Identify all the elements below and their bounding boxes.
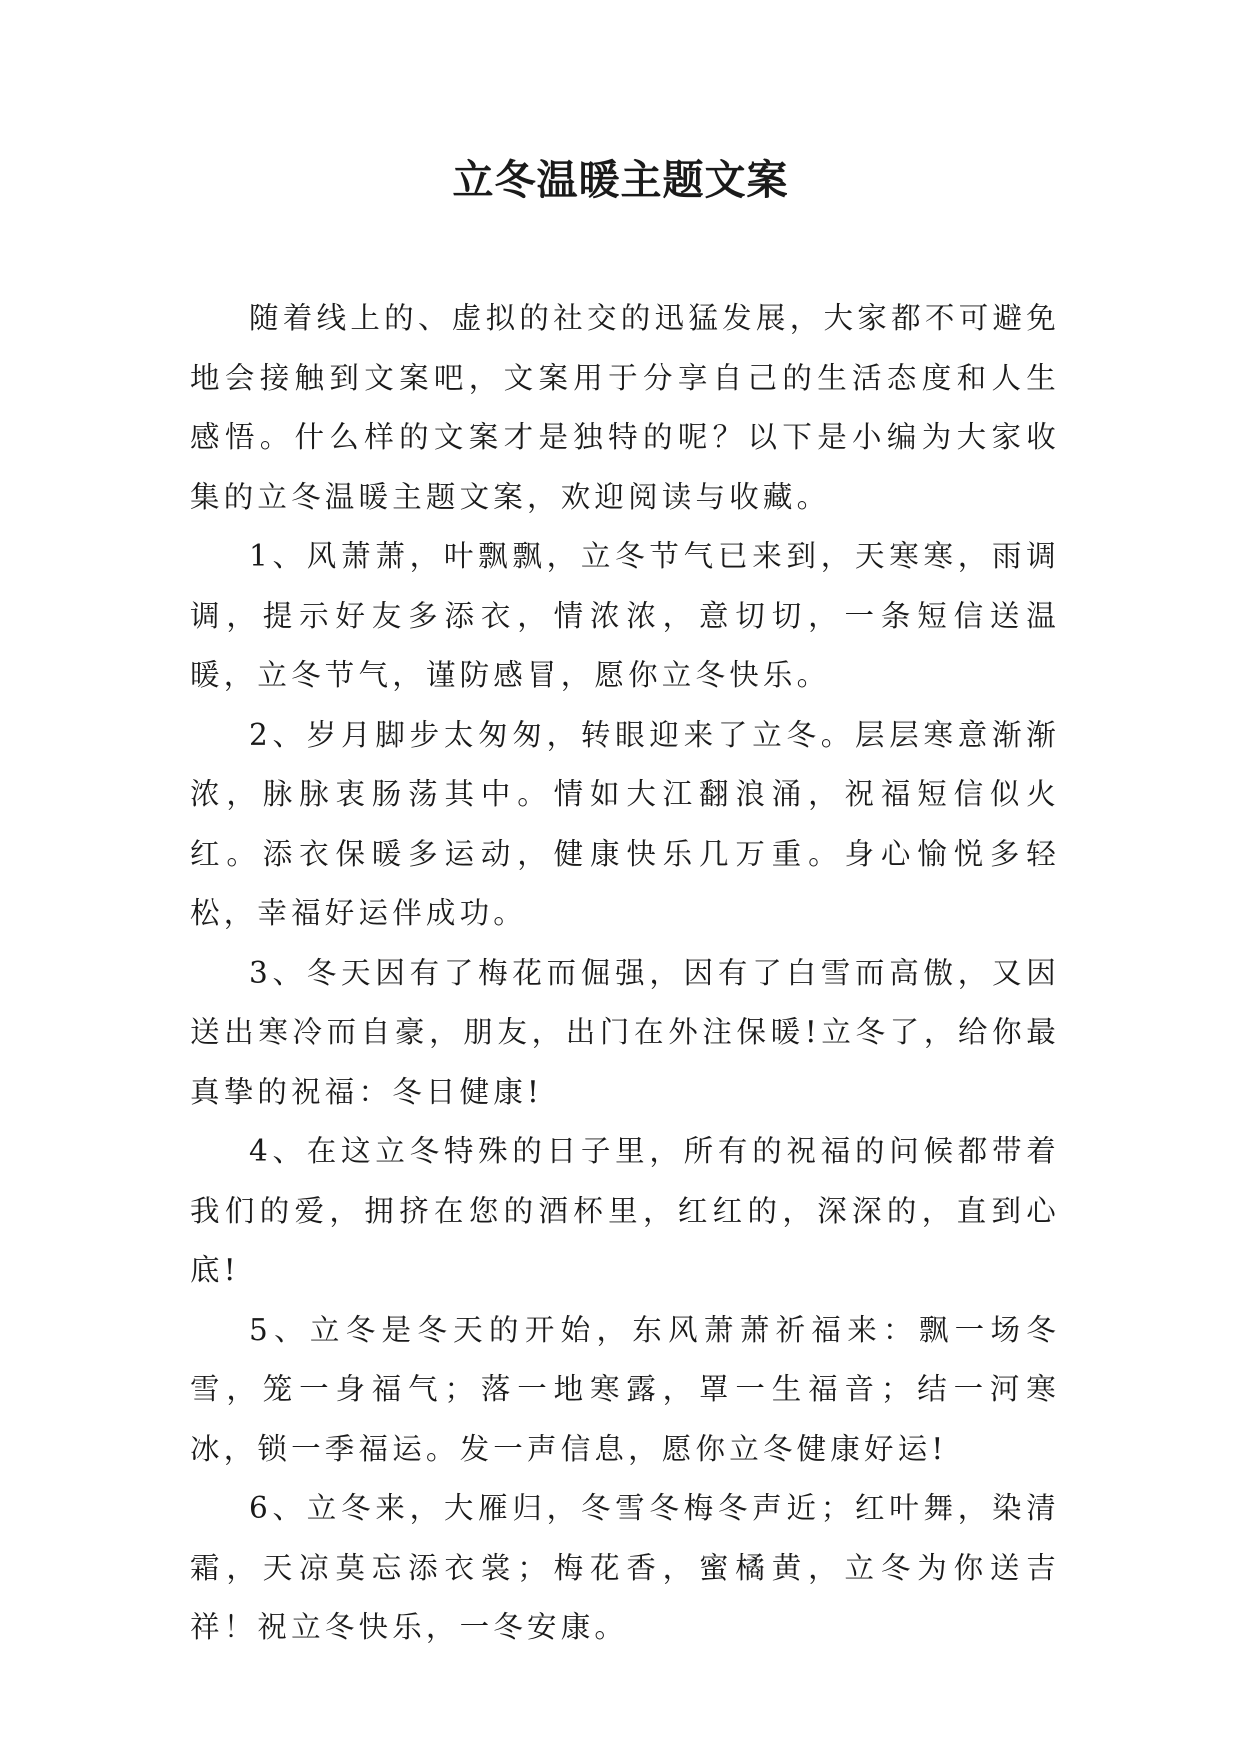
paragraph-item-1: 1、风萧萧，叶飘飘，立冬节气已来到，天寒寒，雨调调，提示好友多添衣，情浓浓，意切切，一条短信送温暖，立冬节气，谨防感冒，愿你立冬快乐。 <box>190 539 1060 692</box>
document-title: 立冬温暖主题文案 <box>452 156 789 204</box>
paragraph-item-3: 3、冬天因有了梅花而倔强，因有了白雪而高傲，又因送出寒冷而自豪，朋友，出门在外注保暖!立冬了，给你最真挚的祝福：冬日健康! <box>190 955 1060 1109</box>
paragraph-item-4: 4、在这立冬特殊的日子里，所有的祝福的问候都带着我们的爱，拥挤在您的酒杯里，红红的，深深的，直到心底! <box>190 1134 1060 1287</box>
intro-paragraph: 随着线上的、虚拟的社交的迅猛发展，大家都不可避免地会接触到文案吧，文案用于分享自己的生活态度和人生感悟。什么样的文案才是独特的呢？以下是小编为大家收集的立冬温暖主题文案，欢迎阅读与收藏。 <box>190 301 1060 514</box>
paragraph-item-6: 6、立冬来，大雁归，冬雪冬梅冬声近；红叶舞，染清霜，天凉莫忘添衣裳；梅花香，蜜橘黄，立冬为你送吉祥！祝立冬快乐，一冬安康。 <box>190 1491 1060 1644</box>
paragraph-item-2: 2、岁月脚步太匆匆，转眼迎来了立冬。层层寒意渐渐浓，脉脉衷肠荡其中。情如大江翻浪涌，祝福短信似火红。添衣保暖多运动，健康快乐几万重。身心愉悦多轻松，幸福好运伴成功。 <box>190 717 1060 930</box>
document-body <box>190 289 1060 1658</box>
paragraph-item-5: 5、立冬是冬天的开始，东风萧萧祈福来：飘一场冬雪，笼一身福气；落一地寒露，罩一生福音；结一河寒冰，锁一季福运。发一声信息，愿你立冬健康好运! <box>190 1312 1060 1466</box>
